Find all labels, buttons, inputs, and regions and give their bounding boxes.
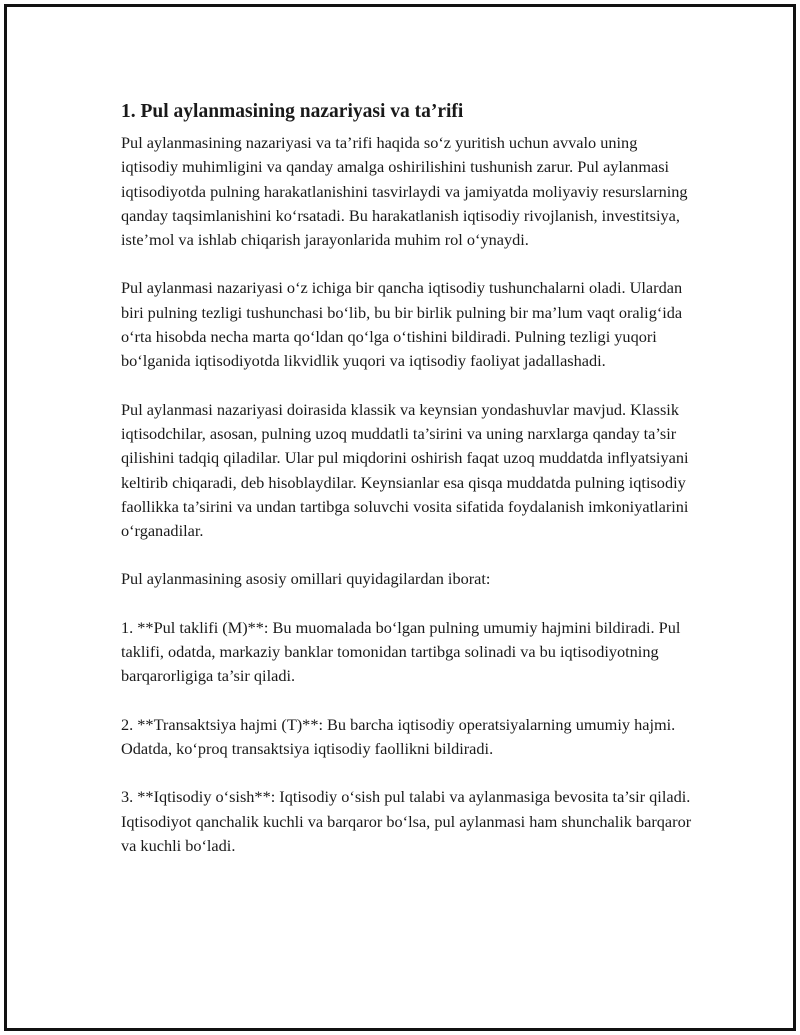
list-item-transaction-volume: 2. **Transaktsiya hajmi (T)**: Bu barcha iqtisodiy operatsiyalarning umumiy hajmi. Odatda, ko‘proq transaktsiya iqtisodiy faollikni bildiradi. xyxy=(121,714,676,758)
paragraph-factors-intro: Pul aylanmasining asosiy omillari quyidagilardan iborat: xyxy=(121,569,491,589)
list-item-economic-growth: 3. **Iqtisodiy o‘sish**: Iqtisodiy o‘sish pul talabi va aylanmasiga bevosita ta’sir qiladi. Iqtisodiyot qanchalik kuchli va barqaror bo‘lsa, pul aylanmasi ham shunchalik barqaror va kuchli bo‘ladi. xyxy=(121,787,692,855)
paragraph-velocity: Pul aylanmasi nazariyasi o‘z ichiga bir qancha iqtisodiy tushunchalarni oladi. Ulardan biri pulning tezligi tushunchasi bo‘lib, bu bir birlik pulning bir ma’lum vaqt oralig‘ida o‘rta hisobda necha marta qo‘ldan qo‘lga o‘tishini bildiradi. Pulning tezligi yuqori bo‘lganida iqtisodiyotda likvidlik yuqori va iqtisodiy faoliyat jadallashadi. xyxy=(121,278,683,371)
section-heading: 1. Pul aylanmasining nazariyasi va ta’rifi xyxy=(121,101,464,122)
paragraph-intro: Pul aylanmasining nazariyasi va ta’rifi haqida so‘z yuritish uchun avvalo uning iqtisodiy muhimligini va qanday amalga oshirilishini tushunish zarur. Pul aylanmasi iqtisodiyotda pulning harakatlanishini tasvirlaydi va jamiyatda moliyaviy resurslarning qanday taqsimlanishini ko‘rsatadi. Bu harakatlanish iqtisodiy rivojlanish, investitsiya, iste’mol va ishlab chiqarish jarayonlarida muhim rol o‘ynaydi. xyxy=(121,133,688,250)
list-item-money-supply: 1. **Pul taklifi (M)**: Bu muomalada bo‘lgan pulning umumiy hajmini bildiradi. Pul taklifi, odatda, markaziy banklar tomonidan tartibga solinadi va bu iqtisodiyotning barqarorligiga ta’sir qiladi. xyxy=(121,617,681,686)
paragraph-approaches: Pul aylanmasi nazariyasi doirasida klassik va keynsian yondashuvlar mavjud. Klassik iqtisodchilar, asosan, pulning uzoq muddatli ta’sirini va uning narxlarga qanday ta’sir qilishini tadqiq qiladilar. Ular pul miqdorini oshirish faqat uzoq muddatda inflyatsiyani keltirib chiqaradi, deb hisoblaydilar. Keynsianlar esa qisqa muddatda pulning iqtisodiy faollikka ta’sirini va undan tartibga soluvchi vosita sifatida foydalanish imkoniyatlarini o‘rganadilar. xyxy=(121,399,689,541)
page-frame xyxy=(4,4,796,1031)
document-body xyxy=(121,99,696,882)
